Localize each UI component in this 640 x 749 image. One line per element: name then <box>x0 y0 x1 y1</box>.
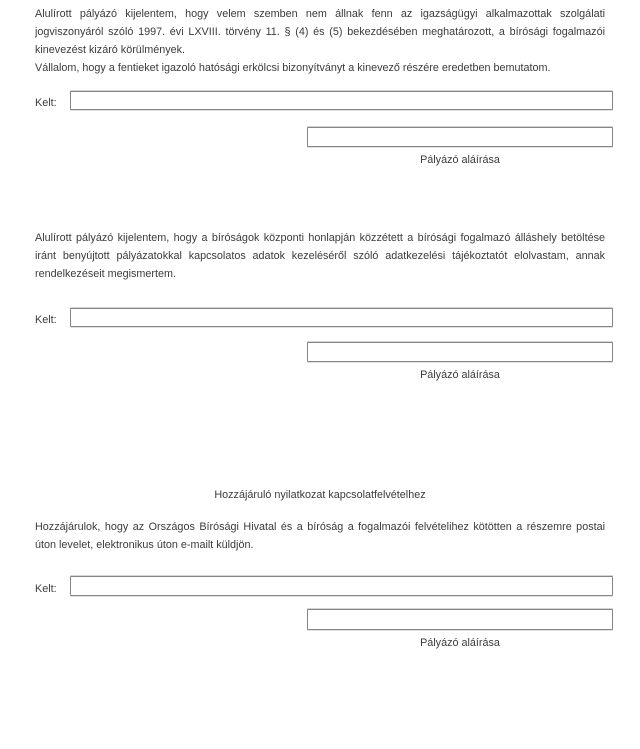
declaration-paragraph-group <box>35 229 605 283</box>
signature-input[interactable] <box>307 609 613 630</box>
declaration-paragraph-group <box>35 518 605 554</box>
kelt-label: Kelt: <box>35 97 57 109</box>
signature-input[interactable] <box>307 127 613 147</box>
signature-input[interactable] <box>307 342 613 362</box>
kelt-label: Kelt: <box>35 583 57 595</box>
paragraph: Alulírott pályázó kijelentem, hogy velem szemben nem állnak fenn az igazságügyi alkalmazottak szolgálati jogviszonyáról szóló 1997. évi LXVIII. törvény 11. § (4) és (5) bekezdésében meghatározott, a bírósági fogalmazói kinevezést kizáró körülmények. <box>35 8 605 56</box>
signature-caption: Pályázó aláírása <box>420 637 500 649</box>
declaration-paragraph-group <box>35 5 605 77</box>
paragraph: Alulírott pályázó kijelentem, hogy a bíróságok központi honlapján közzétett a bírósági fogalmazó álláshely betöltése iránt benyújtott pályázatokkal kapcsolatos adatok kezeléséről szóló adatkezelési tájékoztatót elolvastam, annak rendelkezéseit megismertem. <box>35 232 605 280</box>
kelt-label: Kelt: <box>35 314 57 326</box>
kelt-input[interactable] <box>70 576 613 596</box>
kelt-input[interactable] <box>70 91 613 110</box>
kelt-input[interactable] <box>70 308 613 327</box>
paragraph: Hozzájárulok, hogy az Országos Bírósági Hivatal és a bíróság a fogalmazói felvételihez kötötten a részemre postai úton levelet, elektronikus úton e-mailt küldjön. <box>35 521 605 551</box>
signature-caption: Pályázó aláírása <box>420 369 500 381</box>
signature-caption: Pályázó aláírása <box>420 154 500 166</box>
paragraph: Vállalom, hogy a fentieket igazoló hatósági erkölcsi bizonyítványt a kinevező részére eredetben bemutatom. <box>35 62 551 74</box>
section-heading: Hozzájáruló nyilatkozat kapcsolatfelvételhez <box>214 489 426 501</box>
